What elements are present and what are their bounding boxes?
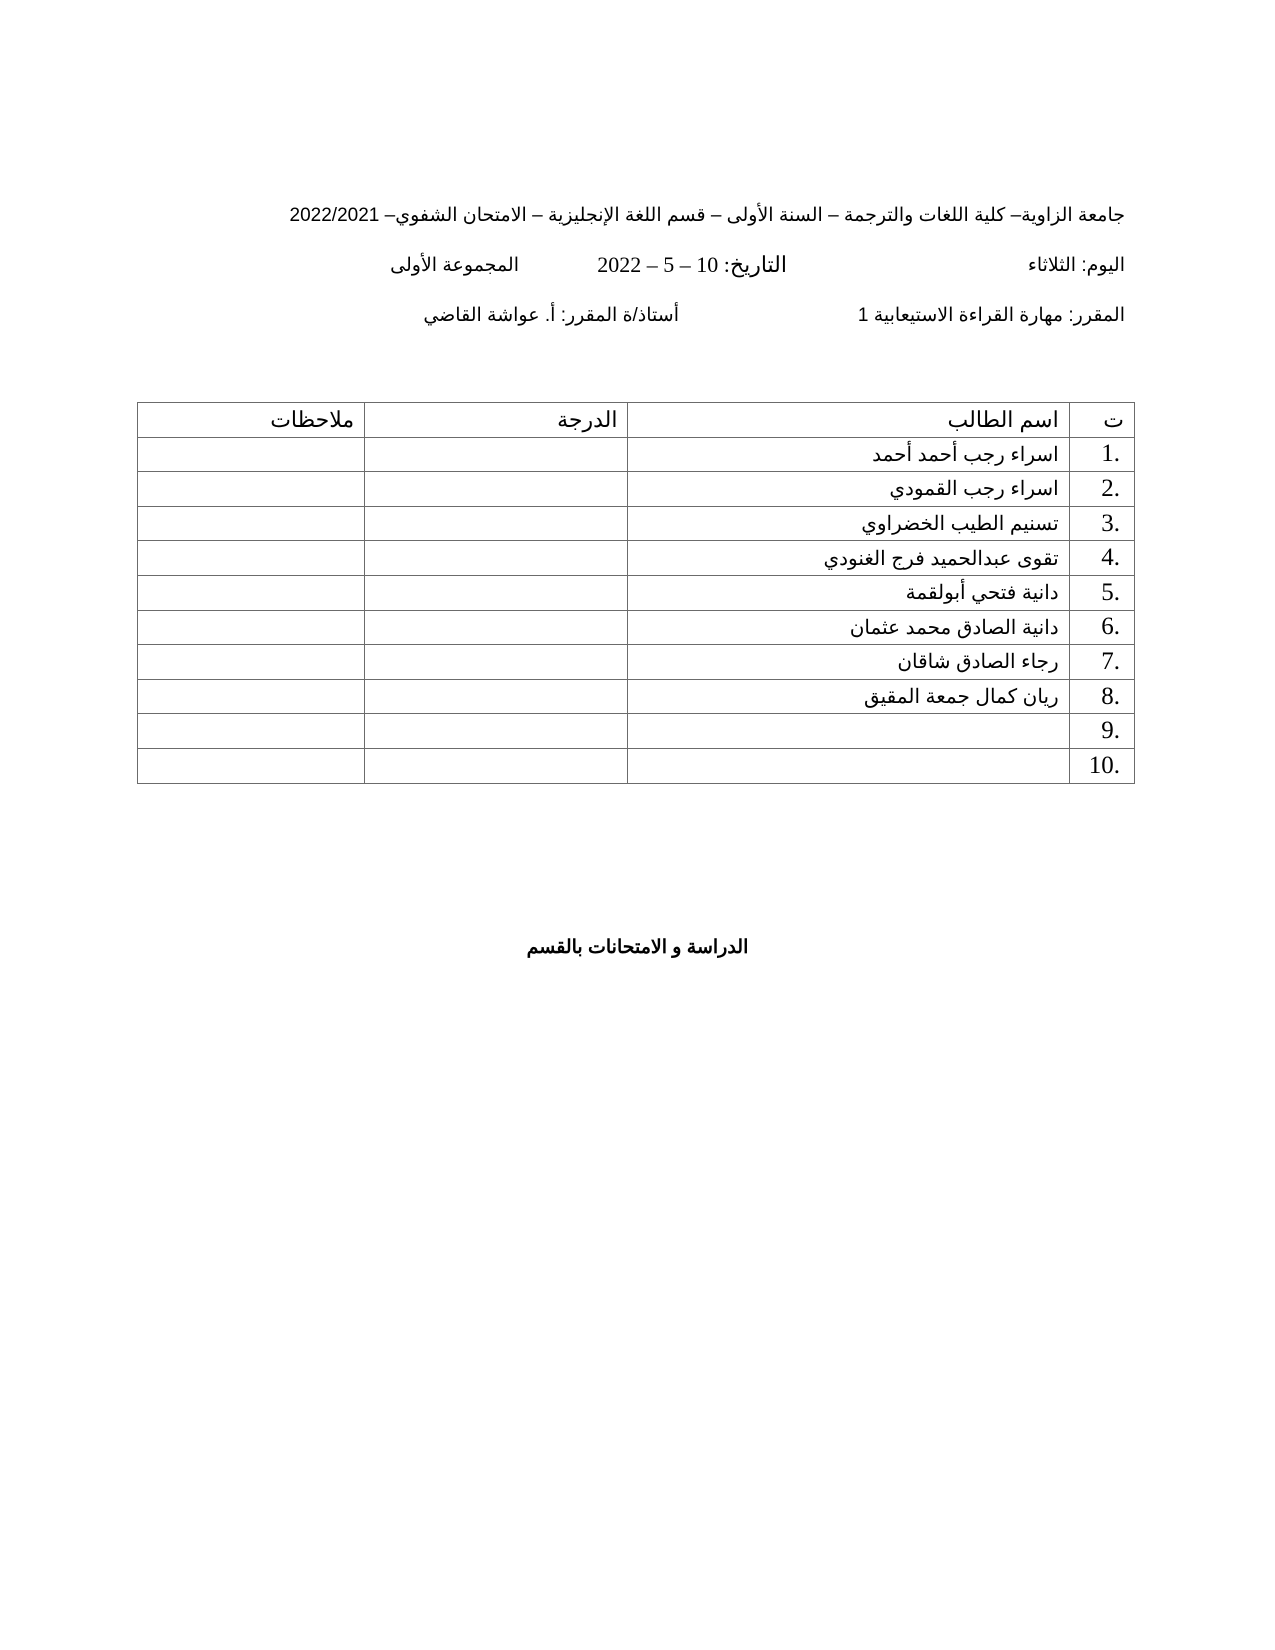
grade-cell	[365, 714, 628, 749]
notes-cell	[138, 575, 365, 610]
student-name-cell: رجاء الصادق شاقان	[628, 645, 1069, 680]
grade-cell	[365, 437, 628, 472]
table-row	[138, 541, 1135, 576]
column-header-notes: ملاحظات	[138, 403, 365, 438]
student-name-cell: تقوى عبدالحميد فرج الغنودي	[628, 541, 1069, 576]
row-index: 9.	[1069, 714, 1134, 749]
notes-cell	[138, 506, 365, 541]
row-index: 2.	[1069, 472, 1134, 507]
notes-cell	[138, 748, 365, 783]
table-row	[138, 575, 1135, 610]
notes-cell	[138, 610, 365, 645]
column-header-index: ت	[1069, 403, 1134, 438]
notes-cell	[138, 541, 365, 576]
grades-table	[137, 402, 1135, 784]
table-row	[138, 610, 1135, 645]
notes-cell	[138, 437, 365, 472]
table-row	[138, 645, 1135, 680]
student-name-cell	[628, 714, 1069, 749]
grade-cell	[365, 506, 628, 541]
table-row	[138, 748, 1135, 783]
student-name-cell: اسراء رجب أحمد أحمد	[628, 437, 1069, 472]
student-name-cell	[628, 748, 1069, 783]
row-index: 5.	[1069, 575, 1134, 610]
row-index: 3.	[1069, 506, 1134, 541]
grade-cell	[365, 541, 628, 576]
grade-cell	[365, 679, 628, 714]
exam-day: اليوم: الثلاثاء	[1027, 255, 1125, 276]
notes-cell	[138, 679, 365, 714]
column-header-grade: الدرجة	[365, 403, 628, 438]
column-header-student-name: اسم الطالب	[628, 403, 1069, 438]
student-name-cell: اسراء رجب القمودي	[628, 472, 1069, 507]
table-row	[138, 714, 1135, 749]
grade-cell	[365, 575, 628, 610]
row-index: 6.	[1069, 610, 1134, 645]
table-row	[138, 506, 1135, 541]
exam-date: التاريخ: 10 – 5 – 2022	[597, 252, 787, 277]
student-name-cell: ريان كمال جمعة المقيق	[628, 679, 1069, 714]
student-name-cell: دانية الصادق محمد عثمان	[628, 610, 1069, 645]
course-name: المقرر: مهارة القراءة الاستيعابية 1	[857, 305, 1125, 326]
department-signature: الدراسة و الامتحانات بالقسم	[526, 937, 749, 958]
student-group: المجموعة الأولى	[390, 255, 519, 276]
student-name-cell: دانية فتحي أبولقمة	[628, 575, 1069, 610]
grade-cell	[365, 610, 628, 645]
document-title: جامعة الزاوية– كلية اللغات والترجمة – السنة الأولى – قسم اللغة الإنجليزية – الامتحان الشفوي– 2022/2021	[289, 205, 1125, 226]
student-name-cell: تسنيم الطيب الخضراوي	[628, 506, 1069, 541]
row-index: 4.	[1069, 541, 1134, 576]
grade-cell	[365, 748, 628, 783]
table-row	[138, 437, 1135, 472]
notes-cell	[138, 645, 365, 680]
table-row	[138, 679, 1135, 714]
row-index: 8.	[1069, 679, 1134, 714]
notes-cell	[138, 714, 365, 749]
grade-cell	[365, 472, 628, 507]
course-instructor: أستاذ/ة المقرر: أ. عواشة القاضي	[423, 305, 679, 326]
table-row	[138, 472, 1135, 507]
notes-cell	[138, 472, 365, 507]
grade-cell	[365, 645, 628, 680]
row-index: 7.	[1069, 645, 1134, 680]
row-index: 10.	[1069, 748, 1134, 783]
row-index: 1.	[1069, 437, 1134, 472]
table-header-row	[138, 403, 1135, 438]
